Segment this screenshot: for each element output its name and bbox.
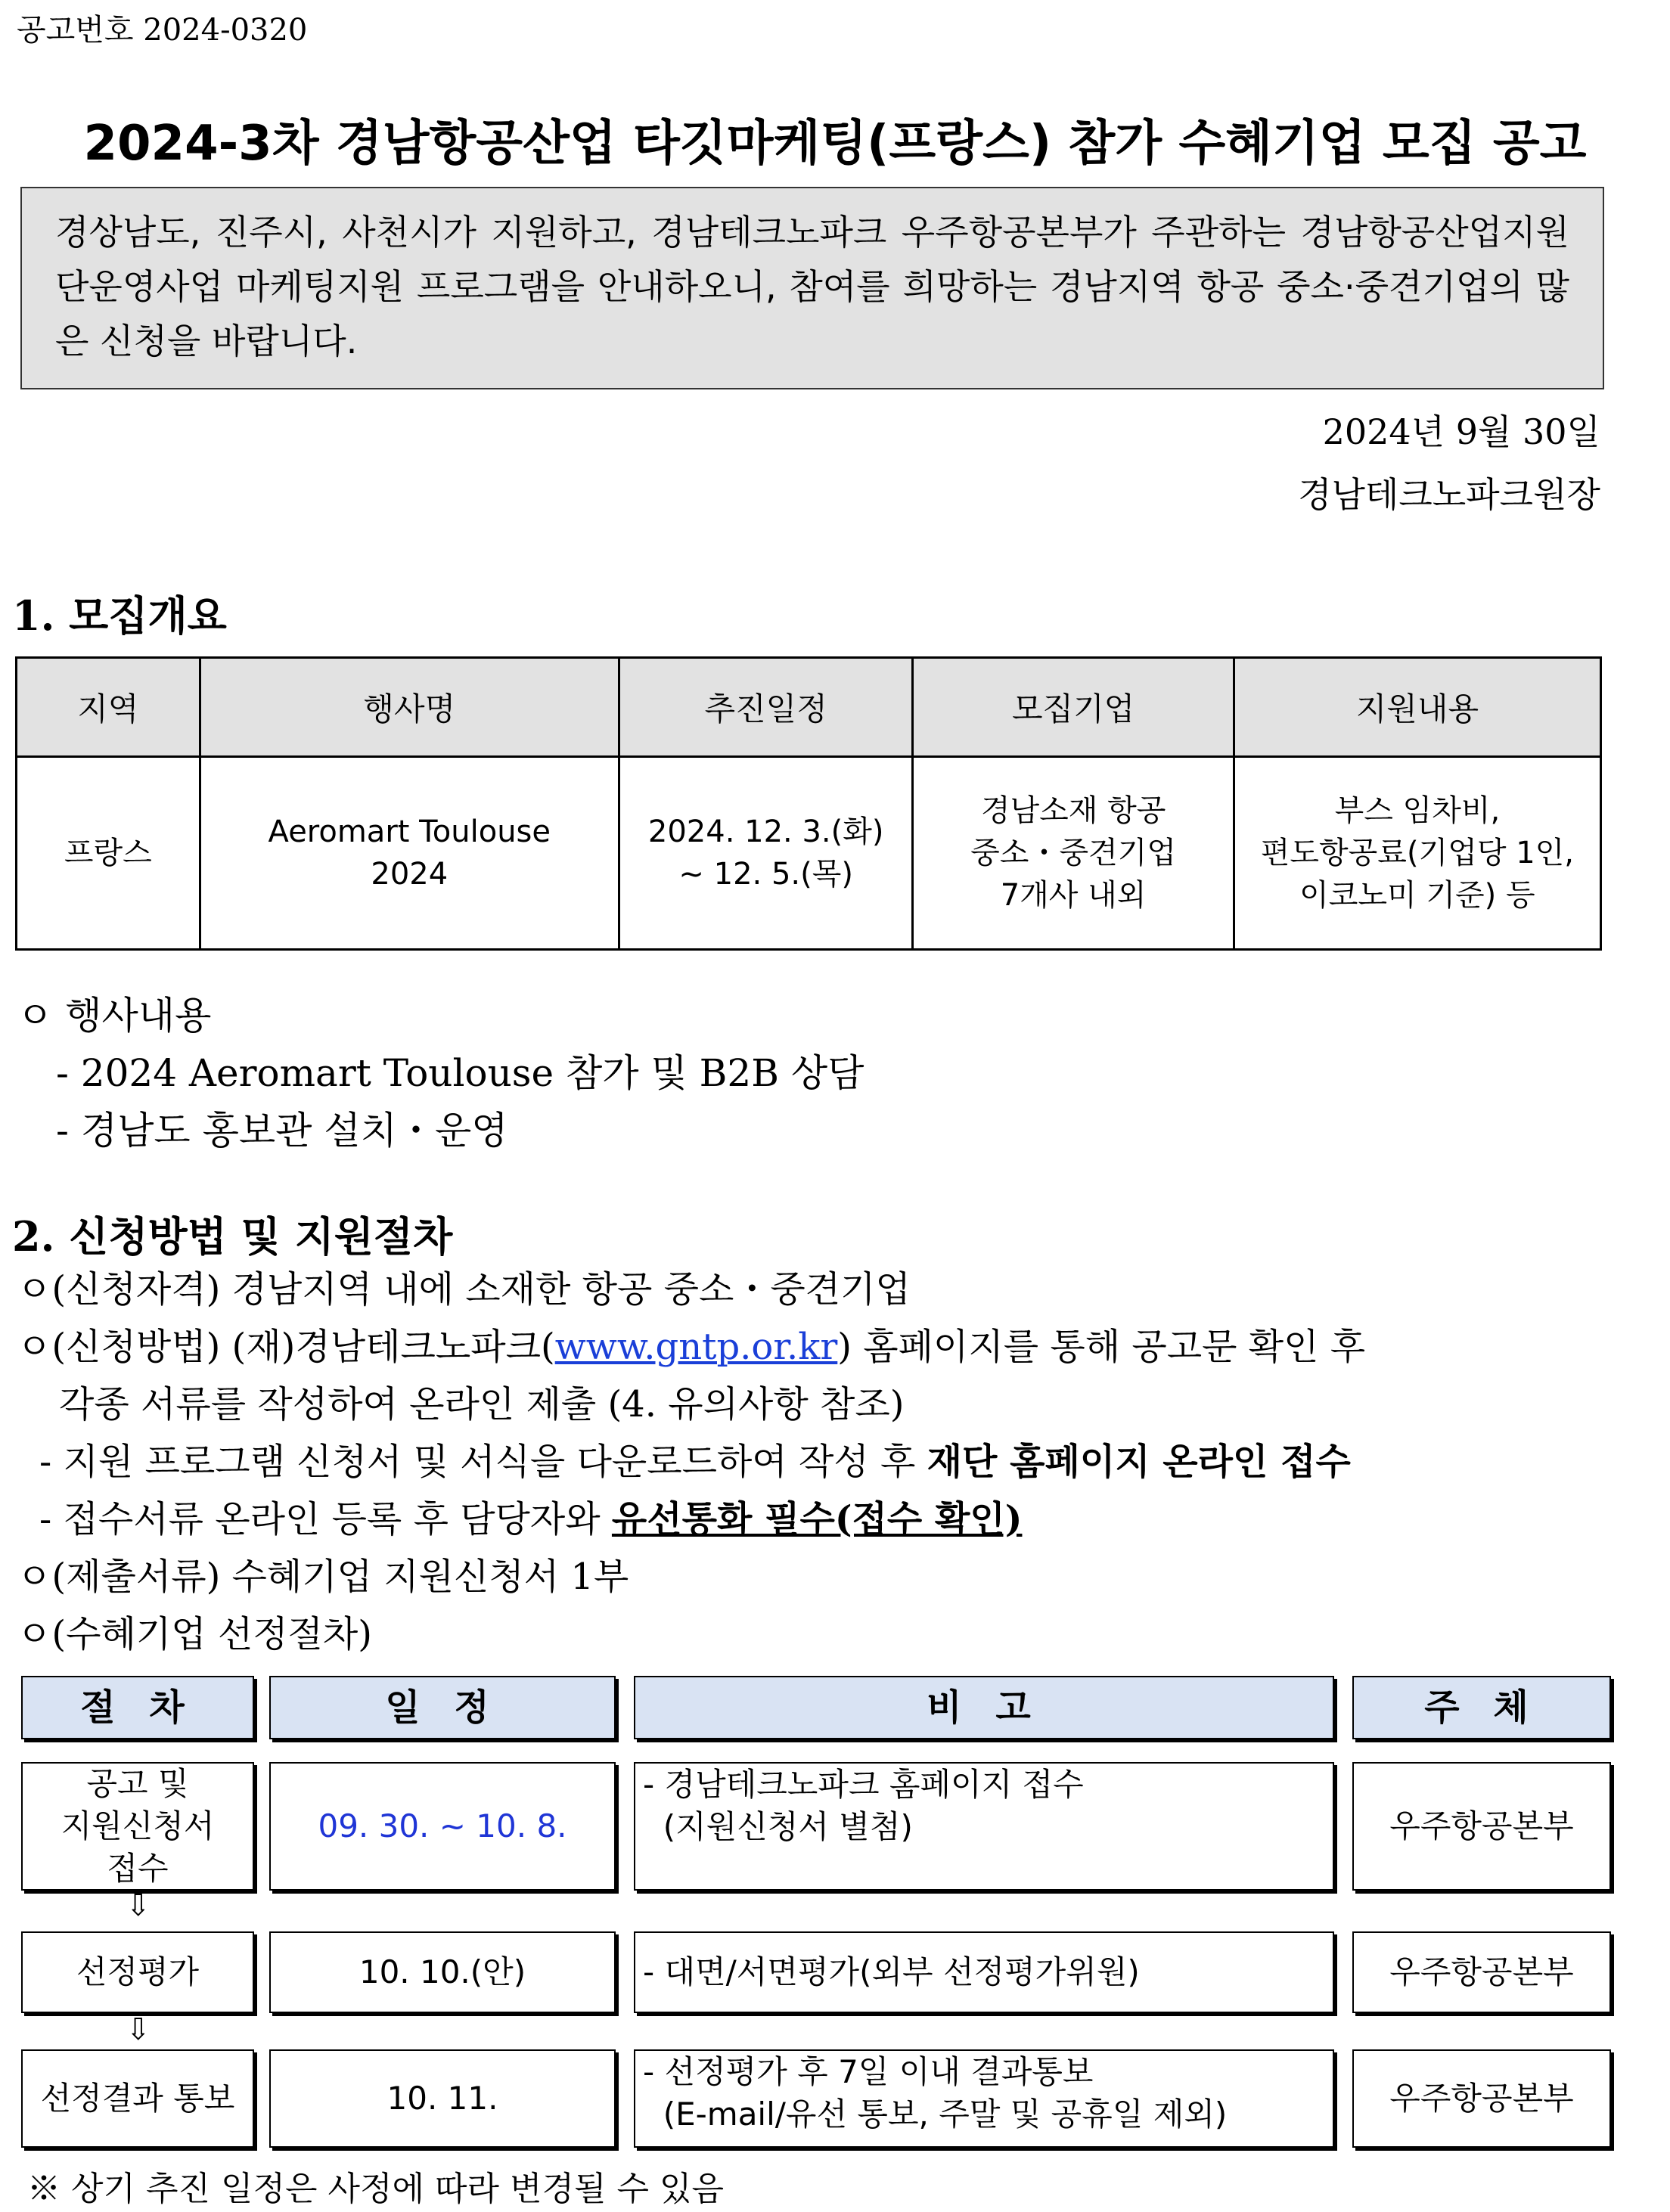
event-detail-item: - 2024 Aeromart Toulouse 참가 및 B2B 상담: [56, 1051, 864, 1095]
dash-1-bold: 재단 홈페이지 온라인 접수: [927, 1441, 1351, 1483]
method-line: [17, 1318, 1628, 1376]
flow-owner-3: 우주항공본부: [1352, 2049, 1611, 2148]
document-number: 공고번호 2024-0320: [17, 13, 308, 48]
intro-box: 경상남도, 진주시, 사천시가 지원하고, 경남테크노파크 우주항공본부가 주관하는 경남항공산업지원단운영사업 마케팅지원 프로그램을 안내하오니, 참여를 희망하는 경남지역 항공 중소·중견기업의 많은 신청을 바랍니다.: [20, 187, 1604, 389]
flow-schedule-2: 10. 10.(안): [269, 1931, 616, 2013]
cell-region: 프랑스: [17, 757, 200, 950]
method-prefix: ㅇ(신청방법) (재)경남테크노파크(: [17, 1326, 555, 1368]
step-1-line-2: 지원신청서: [61, 1807, 215, 1844]
support-line-3: 이코노미 기준) 등: [1299, 878, 1535, 913]
column-header-companies: 모집기업: [913, 658, 1234, 757]
note-1-line-1: - 경남테크노파크 홈페이지 접수: [643, 1766, 1084, 1803]
table-header-row: [17, 658, 1601, 757]
column-header-region: 지역: [17, 658, 200, 757]
application-method: [17, 1261, 1628, 1663]
table-row: [17, 757, 1601, 950]
flow-schedule-1: 09. 30. ~ 10. 8.: [269, 1762, 616, 1891]
issuer: 경남테크노파크원장: [1298, 474, 1600, 515]
flow-owner-1: 우주항공본부: [1352, 1762, 1611, 1891]
companies-line-1: 경남소재 항공: [980, 793, 1166, 828]
flow-header-owner: 주 체: [1352, 1676, 1611, 1739]
cell-support: [1234, 757, 1600, 950]
event-detail-item: - 경남도 홍보관 설치・운영: [56, 1109, 508, 1153]
dash-item-1: [17, 1433, 1628, 1491]
step-1-line-1: 공고 및: [86, 1765, 189, 1802]
note-3-line-2: (E-mail/유선 통보, 주말 및 공휴일 제외): [643, 2096, 1228, 2133]
flow-owner-2: 우주항공본부: [1352, 1931, 1611, 2013]
flow-header-note: 비 고: [634, 1676, 1334, 1739]
section-1-heading: 1. 모집개요: [12, 591, 227, 640]
down-arrow-icon: ⇩: [126, 2012, 151, 2047]
flow-step-2: 선정평가: [21, 1931, 254, 2013]
announcement-date: 2024년 9월 30일: [1322, 411, 1600, 452]
dash-2-text: - 접수서류 온라인 등록 후 담당자와: [39, 1498, 612, 1540]
flow-header-step: 절 차: [21, 1676, 254, 1739]
page-title: 2024-3차 경남항공산업 타깃마케팅(프랑스) 참가 수혜기업 모집 공고: [83, 116, 1587, 172]
down-arrow-icon: ⇩: [126, 1888, 151, 1923]
gntp-website-link[interactable]: www.gntp.or.kr: [554, 1326, 838, 1368]
flow-schedule-3: 10. 11.: [269, 2049, 616, 2148]
dash-1-text: - 지원 프로그램 신청서 및 서식을 다운로드하여 작성 후: [39, 1441, 927, 1483]
qualification-line: ㅇ(신청자격) 경남지역 내에 소재한 항공 중소・중견기업: [17, 1268, 911, 1311]
flow-note-2: - 대면/서면평가(외부 선정평가위원): [634, 1931, 1334, 2013]
dash-2-bold: 유선통화 필수(접수 확인): [611, 1498, 1023, 1540]
event-year-line: 2024: [371, 857, 449, 892]
flow-note-1: [634, 1762, 1334, 1891]
column-header-schedule: 추진일정: [619, 658, 912, 757]
method-suffix: ) 홈페이지를 통해 공고문 확인 후: [837, 1326, 1366, 1368]
column-header-support: 지원내용: [1234, 658, 1600, 757]
selection-heading: ㅇ(수혜기업 선정절차): [17, 1613, 373, 1655]
schedule-end: ~ 12. 5.(목): [678, 857, 853, 892]
support-line-2: 편도항공료(기업당 1인,: [1260, 836, 1574, 870]
step-1-line-3: 접수: [107, 1850, 169, 1887]
cell-schedule: [619, 757, 912, 950]
support-line-1: 부스 임차비,: [1334, 793, 1501, 828]
note-1-line-2: (지원신청서 별첨): [643, 1808, 913, 1845]
section-2-heading: 2. 신청방법 및 지원절차: [12, 1212, 453, 1261]
method-continuation: 각종 서류를 작성하여 온라인 제출 (4. 유의사항 참조): [59, 1383, 905, 1426]
cell-companies: [913, 757, 1234, 950]
companies-line-3: 7개사 내외: [1000, 878, 1147, 913]
cell-event: [200, 757, 619, 950]
companies-line-2: 중소・중견기업: [970, 836, 1177, 870]
overview-table: [15, 656, 1602, 951]
note-3-line-1: - 선정평가 후 7일 이내 결과통보: [643, 2053, 1094, 2090]
flow-header-schedule: 일 정: [269, 1676, 616, 1739]
column-header-event: 행사명: [200, 658, 619, 757]
footnote: ※ 상기 추진 일정은 사정에 따라 변경될 수 있음: [27, 2170, 724, 2208]
event-name-line: Aeromart Toulouse: [268, 814, 551, 849]
event-details: [17, 987, 864, 1159]
schedule-start: 2024. 12. 3.(화): [647, 814, 884, 849]
documents-line: ㅇ(제출서류) 수혜기업 지원신청서 1부: [17, 1556, 629, 1598]
flow-step-3: 선정결과 통보: [21, 2049, 254, 2148]
event-details-heading: ㅇ 행사내용: [17, 994, 212, 1038]
dash-item-2: [17, 1491, 1628, 1548]
flow-note-3: [634, 2049, 1334, 2148]
flow-step-1: [21, 1762, 254, 1891]
